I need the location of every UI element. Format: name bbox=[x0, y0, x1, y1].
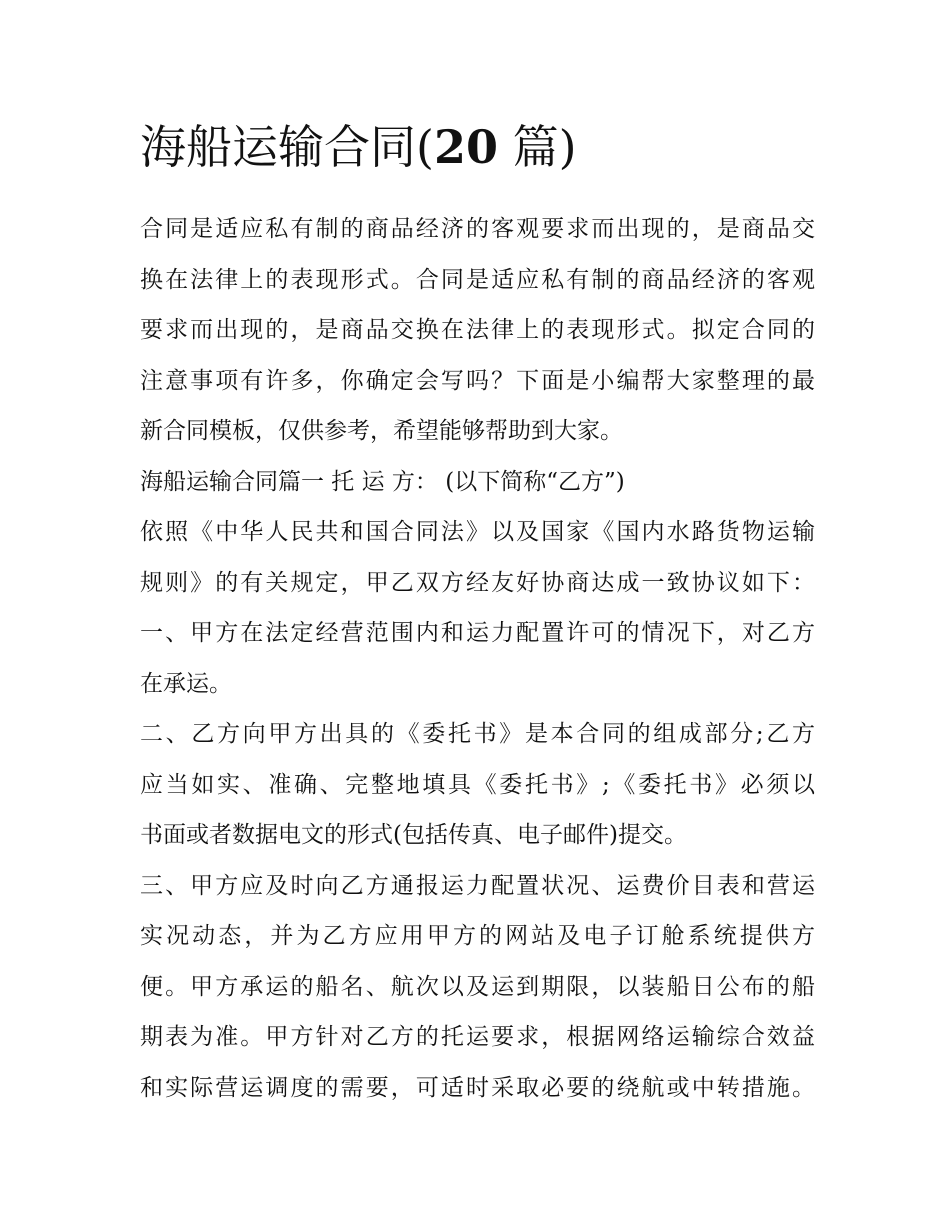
text-line: 要求而出现的，是商品交换在法律上的表现形式。拟定合同的 bbox=[140, 317, 815, 343]
intro-paragraph bbox=[140, 204, 815, 457]
section-heading-paragraph bbox=[140, 457, 815, 508]
text-line: 三、甲方应及时向乙方通报运力配置状况、运费价目表和营运 bbox=[140, 872, 815, 899]
text-line: 和实际营运调度的需要，可适时采取必要的绕航或中转措施。 bbox=[140, 1074, 815, 1101]
clause-3-paragraph bbox=[140, 861, 815, 1114]
text-line: 合同是适应私有制的商品经济的客观要求而出现的，是商品交 bbox=[140, 216, 815, 242]
text-line: 便。甲方承运的船名、航次以及运到期限，以装船日公布的船 bbox=[140, 973, 815, 1000]
text-line: 注意事项有许多，你确定会写吗？下面是小编帮大家整理的最 bbox=[140, 367, 815, 394]
text-line: 新合同模板，仅供参考，希望能够帮助到大家。 bbox=[140, 418, 623, 444]
clause-1-paragraph bbox=[140, 608, 815, 709]
text-line: 期表为准。甲方针对乙方的托运要求，根据网络运输综合效益 bbox=[140, 1024, 815, 1050]
text-line: 应当如实、准确、完整地填具《委托书》;《委托书》必须以 bbox=[140, 771, 815, 798]
text-line: 实况动态，并为乙方应用甲方的网站及电子订舱系统提供方 bbox=[140, 923, 815, 949]
text-line: 依照《中华人民共和国合同法》以及国家《国内水路货物运输 bbox=[140, 519, 815, 545]
text-line: 海船运输合同篇一 托 运 方： (以下简称“乙方”) bbox=[140, 468, 625, 495]
text-line: 书面或者数据电文的形式(包括传真、电子邮件)提交。 bbox=[140, 822, 687, 848]
title-number: 20 bbox=[433, 120, 498, 174]
text-line: 换在法律上的表现形式。合同是适应私有制的商品经济的客观 bbox=[140, 266, 815, 293]
text-line: 二、乙方向甲方出具的《委托书》是本合同的组成部分;乙方 bbox=[140, 721, 815, 747]
document-page bbox=[140, 112, 815, 1113]
basis-paragraph bbox=[140, 507, 815, 608]
text-line: 在承运。 bbox=[140, 670, 232, 697]
title-suffix: 篇) bbox=[497, 120, 577, 174]
text-line: 一、甲方在法定经营范围内和运力配置许可的情况下，对乙方 bbox=[140, 620, 815, 646]
clause-2-paragraph bbox=[140, 709, 815, 861]
title-prefix: 海船运输合同( bbox=[140, 120, 434, 174]
text-line: 规则》的有关规定，甲乙双方经友好协商达成一致协议如下： bbox=[140, 569, 815, 596]
document-title bbox=[140, 112, 815, 182]
